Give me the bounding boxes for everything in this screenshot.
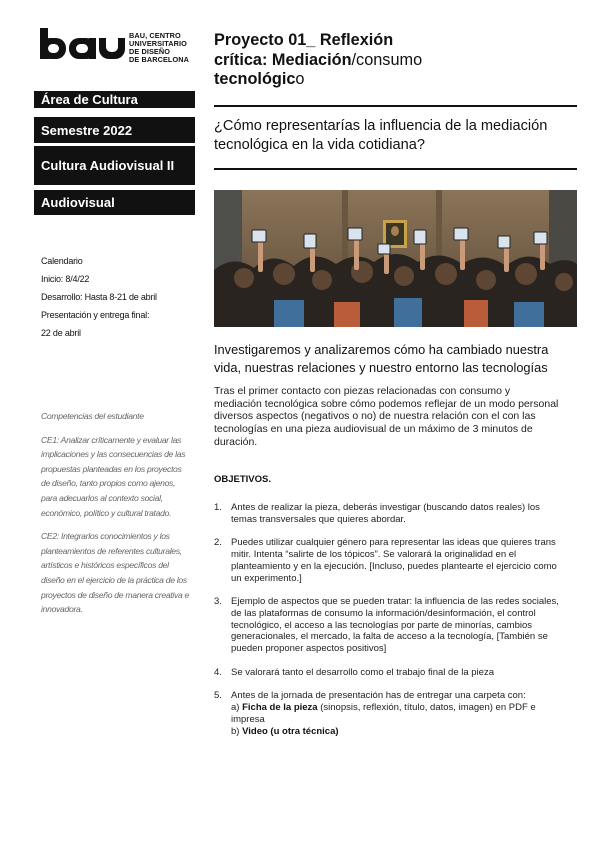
calendar-start: Inicio: 8/4/22 bbox=[41, 274, 90, 284]
competencia-ce1: CE1: Analizar críticamente y evaluar las implicaciones y las consecuencias de las propuestas planteadas en los proyectos de diseño, tanto propios como ajenos, para adecuarlos al contexto social, económico, político y cultural tratado. bbox=[41, 434, 186, 518]
deliverable-video: Video (u otra técnica) bbox=[242, 725, 339, 737]
area-label: Área de Cultura bbox=[34, 91, 195, 108]
lead-paragraph: Investigaremos y analizaremos cómo ha cambiado nuestra vida, nuestras relaciones y nuestro entorno las tecnologías bbox=[214, 342, 549, 375]
calendar-presentation: Presentación y entrega final: bbox=[41, 310, 150, 320]
objective-item: 4. Se valorará tanto el desarrollo como el trabajo final de la pieza bbox=[214, 666, 494, 678]
crowd-illustration bbox=[214, 190, 577, 327]
semester-label: Semestre 2022 bbox=[34, 117, 195, 143]
intro-paragraph: Tras el primer contacto con piezas relacionadas con consumo y mediación tecnológica sobre cómo podemos reflejar de un modo personal diversos aspectos (negativos o no) de nuestra relación con el con las tecnologías en una pieza audiovisual de un máximo de 3 minutos de duración. bbox=[214, 385, 559, 448]
objective-item: 3. Ejemplo de aspectos que se pueden tratar: la influencia de las redes sociales, de las plataformas de consumo la información/desinformación, el control tecnológico, el acceso a las tecnologías por parte de minorías, cambios generacionales, el mercado, la falta de acceso a la tecnología, [También se pueden proponer aspectos positivos] bbox=[214, 596, 559, 655]
calendar-block bbox=[41, 252, 157, 342]
objective-item: 2. Puedes utilizar cualquier género para representar las ideas que quieres trans mitir. Intenta “salirte de los tópicos”. Se valorará la originalidad en el planteamiento y en la ejecución. [Incluso, puedes plantearte el ejercicio como un experimento.] bbox=[214, 537, 557, 584]
project-title: Proyecto 01_ Reflexión crítica: Mediación/consumo tecnológico bbox=[214, 31, 423, 88]
type-label: Audiovisual bbox=[34, 190, 195, 215]
divider-top bbox=[214, 105, 577, 107]
calendar-development: Desarrollo: Hasta 8-21 de abril bbox=[41, 292, 157, 302]
objective-item: 1. Antes de realizar la pieza, deberás investigar (buscando datos reales) los temas transversales que quieres abordar. bbox=[214, 502, 540, 525]
competencias-heading: Competencias del estudiante bbox=[41, 411, 144, 421]
logo-institution-name: BAU, CENTRO UNIVERSITARIO DE DISEÑO DE BARCELONA bbox=[129, 31, 189, 64]
deliverable-ficha: Ficha de la pieza bbox=[242, 702, 318, 714]
objectives-list bbox=[214, 502, 559, 749]
competencias-block bbox=[41, 409, 191, 617]
competencia-ce2: CE2: Integrarlos conocimientos y los planteamientos de referentes culturales, artísticos e históricos específicos del diseño en el ejercicio de la práctica de los proyectos de diseño de manera creativa e innovadora. bbox=[41, 531, 190, 615]
calendar-presentation-date: 22 de abril bbox=[41, 328, 81, 338]
objective-item: 5. Antes de la jornada de presentación has de entregar una carpeta con: a) Ficha de la pieza (sinopsis, reflexión, título, datos, imagen) en PDF e impresa b) Video (u otra técnica) bbox=[214, 690, 536, 737]
course-label: Cultura Audiovisual II bbox=[34, 146, 195, 185]
objectives-heading: OBJETIVOS. bbox=[214, 474, 272, 485]
bau-logo-mark bbox=[40, 28, 126, 60]
calendar-heading: Calendario bbox=[41, 256, 83, 266]
guiding-question: ¿Cómo representarías la influencia de la mediación tecnológica en la vida cotidiana? bbox=[214, 118, 548, 153]
bau-logo bbox=[40, 28, 200, 68]
divider-bottom bbox=[214, 168, 577, 170]
museum-crowd-photo bbox=[214, 190, 577, 327]
